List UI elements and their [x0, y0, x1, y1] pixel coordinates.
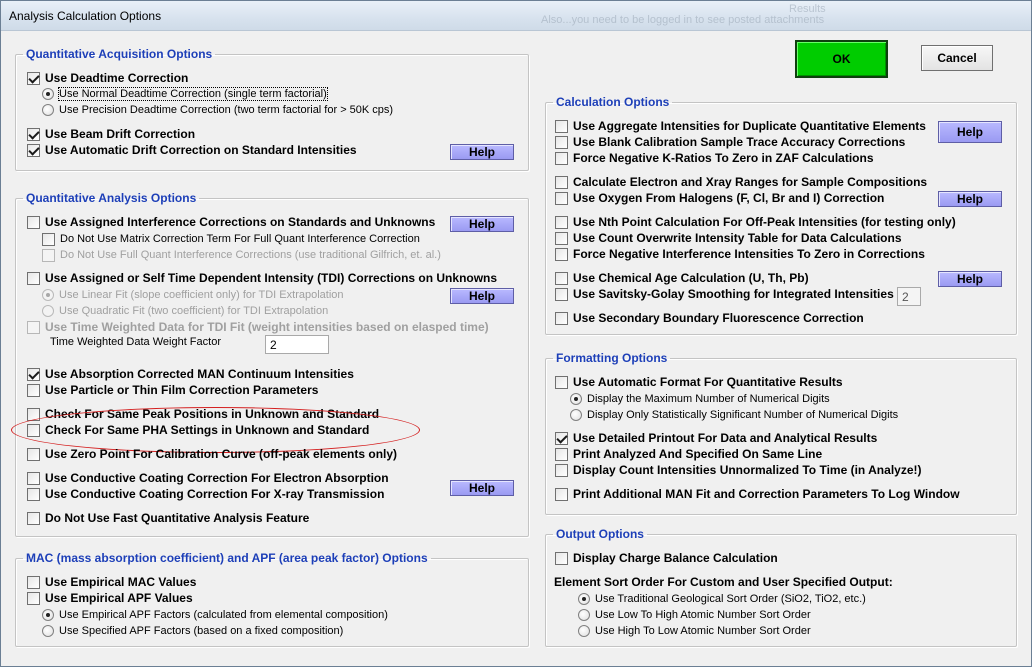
checkbox-box[interactable]: [27, 272, 40, 285]
checkbox-box[interactable]: [27, 592, 40, 605]
secondary-fluorescence-checkbox[interactable]: [555, 310, 864, 326]
absorption-man-checkbox[interactable]: [27, 366, 354, 382]
checkbox-label: Use Blank Calibration Sample Trace Accuracy Corrections: [573, 135, 906, 149]
checkbox-box[interactable]: [555, 448, 568, 461]
weight-factor-input[interactable]: 2: [265, 335, 329, 354]
checkbox-label: Display Charge Balance Calculation: [573, 551, 778, 565]
linear-fit-radio: [42, 287, 344, 303]
help-button-oxygen[interactable]: Help: [938, 191, 1002, 207]
checkbox-label: Use Oxygen From Halogens (F, Cl, Br and I) Correction: [573, 191, 885, 205]
background-text: Results: [789, 3, 826, 15]
coating-electron-checkbox[interactable]: [27, 470, 389, 486]
chemical-age-checkbox[interactable]: [555, 270, 809, 286]
savitsky-points-input[interactable]: 2: [897, 287, 921, 306]
group-legend: Quantitative Acquisition Options: [26, 47, 213, 61]
radio-label: Use Traditional Geological Sort Order (SiO2, TiO2, etc.): [595, 593, 866, 605]
radio-dot[interactable]: [42, 625, 54, 637]
checkbox-label: Use Absorption Corrected MAN Continuum Intensities: [45, 367, 354, 381]
deadtime-checkbox[interactable]: [27, 70, 188, 86]
help-button-chemical-age[interactable]: Help: [938, 271, 1002, 287]
checkbox-box[interactable]: [27, 472, 40, 485]
interference-checkbox[interactable]: [27, 214, 435, 230]
radio-label: Use Specified APF Factors (based on a fixed composition): [59, 625, 344, 637]
no-matrix-checkbox[interactable]: [42, 231, 420, 247]
checkbox-box[interactable]: [555, 488, 568, 501]
savitsky-golay-checkbox[interactable]: [555, 286, 894, 302]
unnormalized-checkbox[interactable]: [555, 462, 922, 478]
checkbox-box[interactable]: [555, 432, 568, 445]
checkbox-label: Use Chemical Age Calculation (U, Th, Pb): [573, 271, 809, 285]
quadratic-fit-radio: [42, 303, 328, 319]
group-legend: Output Options: [556, 527, 644, 541]
significant-digits-radio[interactable]: [570, 407, 898, 423]
checkbox-label: Use Savitsky-Golay Smoothing for Integrated Intensities: [573, 287, 894, 301]
checkbox-box[interactable]: [27, 512, 40, 525]
detailed-printout-checkbox[interactable]: [555, 430, 877, 446]
man-fit-checkbox[interactable]: [555, 486, 960, 502]
radio-label: Display Only Statistically Significant Number of Numerical Digits: [587, 409, 899, 421]
checkbox-box[interactable]: [555, 120, 568, 133]
group-legend: Calculation Options: [556, 95, 670, 109]
radio-label: Use Quadratic Fit (two coefficient) for TDI Extrapolation: [59, 305, 329, 317]
radio-dot[interactable]: [42, 104, 54, 116]
checkbox-label: Use Deadtime Correction: [45, 71, 189, 85]
same-peak-checkbox[interactable]: [27, 406, 379, 422]
sort-order-label: Element Sort Order For Custom and User Specified Output:: [554, 575, 893, 589]
radio-dot[interactable]: [570, 409, 582, 421]
checkbox-label: Force Negative Interference Intensities To Zero in Corrections: [573, 247, 925, 261]
checkbox-box[interactable]: [555, 136, 568, 149]
checkbox-label: Check For Same Peak Positions in Unknown and Standard: [45, 407, 380, 421]
checkbox-label: Use Nth Point Calculation For Off-Peak Intensities (for testing only): [573, 215, 956, 229]
checkbox-box[interactable]: [27, 448, 40, 461]
checkbox-box[interactable]: [27, 216, 40, 229]
blank-checkbox[interactable]: [555, 134, 905, 150]
radio-dot[interactable]: [42, 609, 54, 621]
radio-dot[interactable]: [42, 88, 54, 100]
checkbox-box[interactable]: [42, 233, 55, 246]
checkbox-label: Use Assigned or Self Time Dependent Intensity (TDI) Corrections on Unknowns: [45, 271, 498, 285]
apf-calculated-radio[interactable]: [42, 607, 388, 623]
checkbox-label: Use Empirical APF Values: [45, 591, 193, 605]
sort-high-low-radio[interactable]: [578, 623, 811, 639]
radio-label: Use Empirical APF Factors (calculated from elemental composition): [59, 609, 388, 621]
auto-drift-checkbox[interactable]: [27, 142, 357, 158]
checkbox-box[interactable]: [555, 272, 568, 285]
checkbox-label: Use Zero Point For Calibration Curve (off-peak elements only): [45, 447, 398, 461]
same-pha-checkbox[interactable]: [27, 422, 369, 438]
weight-factor-label: Time Weighted Data Weight Factor: [50, 336, 221, 348]
no-fast-checkbox[interactable]: [27, 510, 309, 526]
checkbox-label: Use Aggregate Intensities for Duplicate Quantitative Elements: [573, 119, 926, 133]
empirical-mac-checkbox[interactable]: [27, 574, 196, 590]
help-button-tdi[interactable]: Help: [450, 288, 514, 304]
checkbox-box[interactable]: [27, 408, 40, 421]
checkbox-label: Use Particle or Thin Film Correction Parameters: [45, 383, 319, 397]
checkbox-label: Do Not Use Fast Quantitative Analysis Feature: [45, 511, 310, 525]
checkbox-box[interactable]: [27, 368, 40, 381]
tdi-checkbox[interactable]: [27, 270, 497, 286]
checkbox-box[interactable]: [27, 72, 40, 85]
checkbox-label: Use Secondary Boundary Fluorescence Correction: [573, 311, 864, 325]
apf-specified-radio[interactable]: [42, 623, 343, 639]
radio-label: Display the Maximum Number of Numerical Digits: [587, 393, 830, 405]
nth-point-checkbox[interactable]: [555, 214, 956, 230]
checkbox-box[interactable]: [27, 488, 40, 501]
radio-label: Use Normal Deadtime Correction (single term factorial): [59, 88, 327, 100]
checkbox-label: Print Analyzed And Specified On Same Line: [573, 447, 823, 461]
checkbox-label: Use Empirical MAC Values: [45, 575, 197, 589]
checkbox-box[interactable]: [27, 128, 40, 141]
force-interference-checkbox[interactable]: [555, 246, 925, 262]
ok-button[interactable]: OK: [795, 40, 888, 78]
radio-dot[interactable]: [570, 393, 582, 405]
radio-dot[interactable]: [578, 593, 590, 605]
checkbox-box[interactable]: [27, 576, 40, 589]
checkbox-label: Use Assigned Interference Corrections on Standards and Unknowns: [45, 215, 436, 229]
group-legend: Formatting Options: [556, 351, 668, 365]
checkbox-label: Force Negative K-Ratios To Zero in ZAF Calculations: [573, 151, 874, 165]
radio-label: Use Precision Deadtime Correction (two term factorial for > 50K cps): [59, 104, 394, 116]
help-button-coating[interactable]: Help: [450, 480, 514, 496]
normal-deadtime-radio[interactable]: [42, 86, 327, 102]
cancel-button[interactable]: Cancel: [921, 45, 993, 71]
group-legend: Quantitative Analysis Options: [26, 191, 197, 205]
checkbox-box: [42, 249, 55, 262]
checkbox-box[interactable]: [27, 384, 40, 397]
radio-dot[interactable]: [578, 625, 590, 637]
oxygen-halogens-checkbox[interactable]: [555, 190, 884, 206]
group-legend: MAC (mass absorption coefficient) and APF (area peak factor) Options: [26, 551, 428, 565]
window-title: Analysis Calculation Options: [9, 9, 162, 23]
checkbox-label: Use Count Overwrite Intensity Table for Data Calculations: [573, 231, 902, 245]
checkbox-box[interactable]: [555, 216, 568, 229]
time-weighted-checkbox: [27, 319, 489, 335]
checkbox-label: Do Not Use Matrix Correction Term For Full Quant Interference Correction: [60, 233, 420, 245]
radio-label: Use Linear Fit (slope coefficient only) for TDI Extrapolation: [59, 289, 344, 301]
checkbox-box[interactable]: [27, 144, 40, 157]
checkbox-box[interactable]: [555, 232, 568, 245]
ranges-checkbox[interactable]: [555, 174, 927, 190]
checkbox-label: Use Conductive Coating Correction For X-ray Transmission: [45, 487, 385, 501]
checkbox-box[interactable]: [555, 248, 568, 261]
background-text: Also...you need to be logged in to see posted attachments: [541, 14, 825, 26]
checkbox-box[interactable]: [555, 176, 568, 189]
checkbox-label: Use Time Weighted Data for TDI Fit (weight intensities based on elasped time): [45, 320, 489, 334]
sort-geological-radio[interactable]: [578, 591, 866, 607]
help-button-interference[interactable]: Help: [450, 216, 514, 232]
particle-checkbox[interactable]: [27, 382, 318, 398]
checkbox-label: Use Beam Drift Correction: [45, 127, 196, 141]
checkbox-box[interactable]: [555, 464, 568, 477]
checkbox-box[interactable]: [555, 312, 568, 325]
radio-dot: [42, 305, 54, 317]
no-full-quant-checkbox: [42, 247, 441, 263]
radio-label: Use Low To High Atomic Number Sort Order: [595, 609, 811, 621]
checkbox-box: [27, 321, 40, 334]
charge-balance-checkbox[interactable]: [555, 550, 778, 566]
aggregate-checkbox[interactable]: [555, 118, 926, 134]
print-same-line-checkbox[interactable]: [555, 446, 822, 462]
checkbox-label: Use Detailed Printout For Data and Analytical Results: [573, 431, 878, 445]
help-button-aggregate[interactable]: Help: [938, 121, 1002, 143]
checkbox-label: Display Count Intensities Unnormalized To Time (in Analyze!): [573, 463, 922, 477]
sort-low-high-radio[interactable]: [578, 607, 811, 623]
checkbox-box[interactable]: [27, 424, 40, 437]
radio-dot[interactable]: [578, 609, 590, 621]
checkbox-label: Use Conductive Coating Correction For Electron Absorption: [45, 471, 389, 485]
checkbox-label: Use Automatic Format For Quantitative Results: [573, 375, 843, 389]
force-kratio-checkbox[interactable]: [555, 150, 874, 166]
auto-format-checkbox[interactable]: [555, 374, 843, 390]
beam-drift-checkbox[interactable]: [27, 126, 195, 142]
checkbox-label: Print Additional MAN Fit and Correction Parameters To Log Window: [573, 487, 960, 501]
radio-label: Use High To Low Atomic Number Sort Order: [595, 625, 811, 637]
radio-dot: [42, 289, 54, 301]
checkbox-label: Use Automatic Drift Correction on Standard Intensities: [45, 143, 357, 157]
precision-deadtime-radio[interactable]: [42, 102, 393, 118]
checkbox-label: Check For Same PHA Settings in Unknown and Standard: [45, 423, 370, 437]
checkbox-label: Calculate Electron and Xray Ranges for Sample Compositions: [573, 175, 928, 189]
checkbox-box[interactable]: [555, 376, 568, 389]
empirical-apf-checkbox[interactable]: [27, 590, 193, 606]
checkbox-label: Do Not Use Full Quant Interference Corrections (use traditional Gilfrich, et. al.): [60, 249, 441, 261]
checkbox-box[interactable]: [555, 288, 568, 301]
max-digits-radio[interactable]: [570, 391, 830, 407]
coating-xray-checkbox[interactable]: [27, 486, 384, 502]
checkbox-box[interactable]: [555, 152, 568, 165]
help-button-acquisition[interactable]: Help: [450, 144, 514, 160]
title-bar[interactable]: [1, 1, 1031, 31]
checkbox-box[interactable]: [555, 192, 568, 205]
checkbox-box[interactable]: [555, 552, 568, 565]
zero-point-checkbox[interactable]: [27, 446, 397, 462]
count-overwrite-checkbox[interactable]: [555, 230, 902, 246]
